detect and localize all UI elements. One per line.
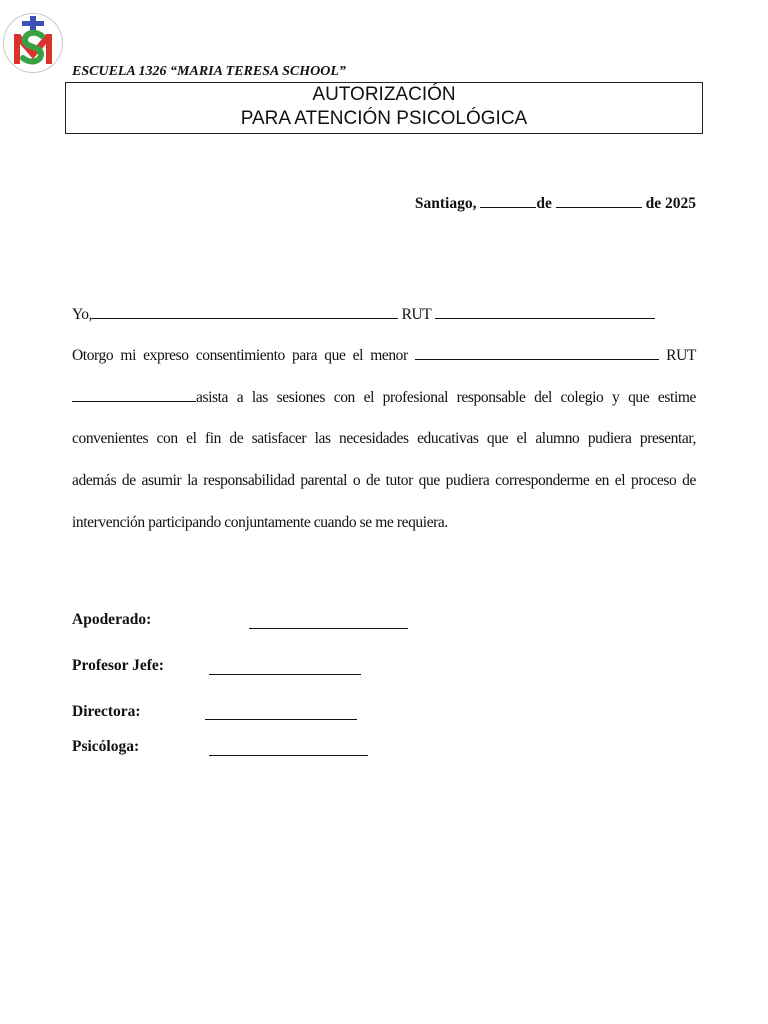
body-line-5 (72, 472, 696, 490)
title-line-2: PARA ATENCIÓN PSICOLÓGICA (240, 108, 528, 129)
line3-text: asista a las sesiones con el profesional responsable del colegio y que estime (196, 389, 696, 406)
body-line-1 (72, 305, 696, 324)
signature-label-directora: Directora: (72, 703, 141, 720)
guardian-name-blank[interactable] (92, 305, 398, 319)
body-line-4 (72, 430, 696, 448)
signature-line-apoderado[interactable] (249, 628, 408, 629)
date-city: Santiago, (414, 195, 477, 212)
signature-line-directora[interactable] (205, 719, 357, 720)
consent-text: Otorgo mi expreso consentimiento para que el menor (72, 347, 408, 364)
rut-label-1: RUT (401, 306, 432, 323)
day-blank[interactable] (480, 194, 536, 208)
title-line-1: AUTORIZACIÓN (312, 84, 456, 105)
body-line-6 (72, 514, 696, 532)
date-year: de 2025 (645, 195, 696, 212)
minor-name-blank[interactable] (415, 346, 659, 360)
body-line-2 (72, 346, 696, 365)
date-de-1: de (536, 195, 552, 212)
school-logo (2, 12, 64, 74)
signature-label-psicologa: Psicóloga: (72, 738, 140, 755)
document-title (65, 82, 703, 134)
minor-rut-blank[interactable] (72, 388, 196, 402)
line6-text: intervención participando conjuntamente cuando se me requiera. (72, 514, 448, 531)
signature-label-profesor-jefe: Profesor Jefe: (72, 657, 164, 674)
line5-text: además de asumir la responsabilidad parental o de tutor que pudiera corresponderme en el proceso de (72, 472, 696, 489)
signature-line-profesor-jefe[interactable] (209, 674, 361, 675)
yo-label: Yo, (72, 306, 93, 323)
guardian-rut-blank[interactable] (435, 305, 655, 319)
rut-label-2: RUT (666, 347, 696, 364)
line4-text: convenientes con el fin de satisfacer las necesidades educativas que el alumno pudiera presentar, (72, 430, 696, 447)
signature-label-apoderado: Apoderado: (72, 611, 152, 628)
signature-line-psicologa[interactable] (209, 755, 368, 756)
body-line-3 (72, 388, 696, 407)
date-line (415, 194, 696, 213)
school-name: ESCUELA 1326 “MARIA TERESA SCHOOL” (72, 64, 346, 79)
month-blank[interactable] (556, 194, 642, 208)
